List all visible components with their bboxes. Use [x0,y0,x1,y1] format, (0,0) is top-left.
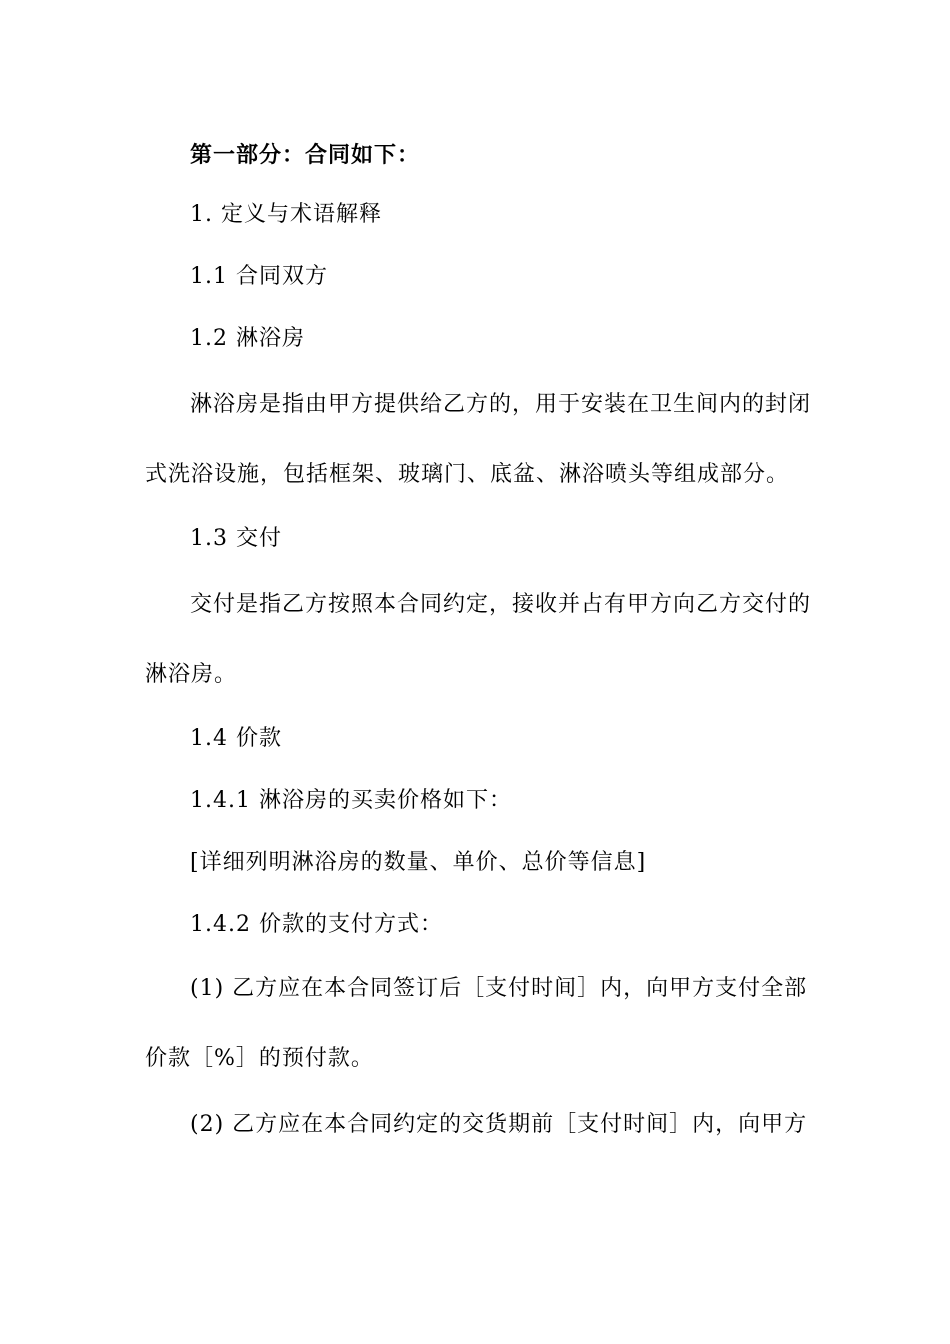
payment-item-1-line-1: (1) 乙方应在本合同签订后［支付时间］内，向甲方支付全部 [190,976,808,1001]
section-heading: 第一部分：合同如下： [190,142,421,168]
clause-1-3-title: 1.3 交付 [190,526,282,551]
clause-1-4-1-title: 1.4.1 淋浴房的买卖价格如下： [190,788,512,813]
price-details-placeholder: [详细列明淋浴房的数量、单价、总价等信息] [190,850,647,875]
clause-1-4-2-title: 1.4.2 价款的支付方式： [190,912,443,937]
clause-1-2-title: 1.2 淋浴房 [190,326,305,351]
payment-item-2-line-1: (2) 乙方应在本合同约定的交货期前［支付时间］内，向甲方 [190,1112,808,1137]
clause-1-3-body-line-2: 淋浴房。 [145,662,238,687]
payment-item-1-line-2: 价款［%］的预付款。 [145,1046,374,1071]
clause-1-3-body-line-1: 交付是指乙方按照本合同约定，接收并占有甲方向乙方交付的 [190,592,812,617]
clause-1-1-title: 1.1 合同双方 [190,264,328,289]
clause-1-title: 1. 定义与术语解释 [190,202,382,227]
clause-1-2-body-line-1: 淋浴房是指由甲方提供给乙方的，用于安装在卫生间内的封闭 [190,392,812,417]
clause-1-4-title: 1.4 价款 [190,726,282,751]
clause-1-2-body-line-2: 式洗浴设施，包括框架、玻璃门、底盆、淋浴喷头等组成部分。 [145,462,790,487]
